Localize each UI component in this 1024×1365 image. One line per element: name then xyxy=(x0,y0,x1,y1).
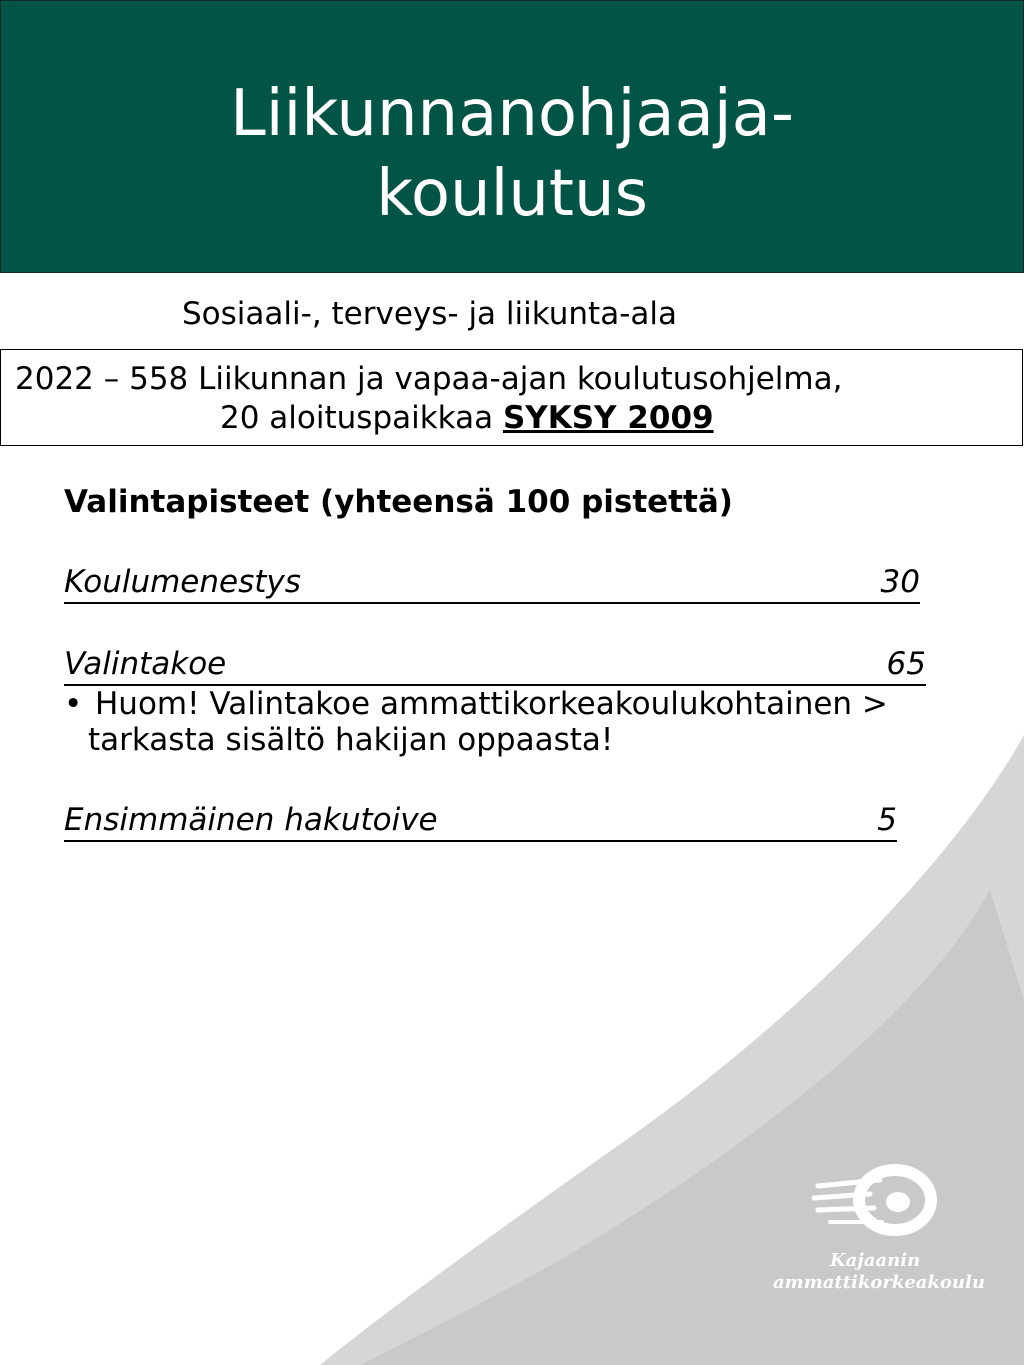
score-value: 5 xyxy=(877,802,897,838)
score-value: 65 xyxy=(886,646,926,682)
program-line-1: 2022 – 558 Liikunnan ja vapaa-ajan koulutusohjelma, xyxy=(15,361,843,397)
program-seats: 20 aloituspaikkaa xyxy=(220,400,503,436)
exam-note xyxy=(64,686,984,758)
score-label: Ensimmäinen hakutoive xyxy=(64,802,438,838)
exam-note-line-2: tarkasta sisältö hakijan oppaasta! xyxy=(88,722,614,758)
score-value: 30 xyxy=(880,564,920,600)
score-row-first-choice xyxy=(64,800,897,842)
logo-text-line-2: ammattikorkeakoulu xyxy=(773,1272,985,1293)
points-heading: Valintapisteet (yhteensä 100 pistettä) xyxy=(64,484,733,520)
score-label: Valintakoe xyxy=(64,646,227,682)
program-line-2 xyxy=(220,399,714,437)
page-title xyxy=(0,74,1024,234)
score-row-entrance-exam xyxy=(64,644,926,686)
title-line-1: Liikunnanohjaaja- xyxy=(230,77,794,151)
subtitle: Sosiaali-, terveys- ja liikunta-ala xyxy=(182,296,677,332)
score-label: Koulumenestys xyxy=(64,564,301,600)
program-term: SYKSY 2009 xyxy=(502,400,714,436)
score-row-school-performance xyxy=(64,562,920,604)
logo-text-line-1: Kajaanin xyxy=(830,1250,921,1271)
title-line-2: koulutus xyxy=(376,157,648,231)
bullet-icon: • xyxy=(64,686,83,722)
exam-note-line-1: Huom! Valintakoe ammattikorkeakoulukohtainen > xyxy=(95,686,888,722)
